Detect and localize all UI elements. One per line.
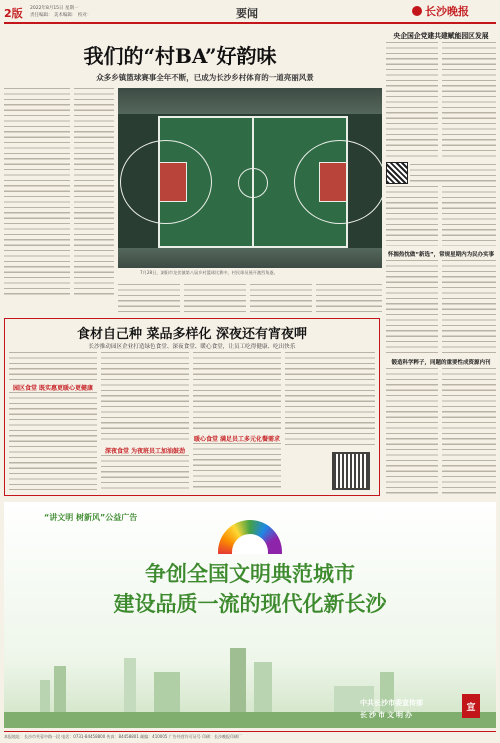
footer-rule <box>4 731 496 732</box>
food-body-col2 <box>101 352 189 444</box>
sidebar-bottom-body-a <box>386 368 438 494</box>
page-number: 2版 <box>4 7 23 20</box>
ad-tag: “讲文明 树新风”公益广告 <box>44 513 138 522</box>
lead-subhead: 众多乡镇篮球赛事全年不断，已成为长沙乡村体育的一道亮丽风景 <box>96 73 314 82</box>
sidebar-mid-body-b <box>442 186 496 246</box>
food-headline: 食材自己种 菜品多样化 深夜还有宵夜呷 <box>76 327 308 342</box>
lead-body-col1 <box>4 88 70 298</box>
food-body-col2b <box>101 455 189 490</box>
sidebar-qr-text <box>410 164 496 182</box>
lead-body-col5 <box>250 284 312 312</box>
skyline-illustration <box>4 652 496 728</box>
sidebar-mid-headline: 怀揣热忱做“新选”，常规星期内为民办实事 <box>387 252 495 258</box>
qr-code <box>386 162 408 184</box>
sidebar-bottom-body-b <box>442 368 496 494</box>
sidebar-mid-body-c <box>386 260 438 354</box>
stands-top <box>118 88 382 114</box>
food-body-col1b <box>9 392 97 490</box>
lead-body-col2 <box>74 88 114 298</box>
masthead-rule <box>4 22 496 24</box>
stands-bottom <box>118 248 382 268</box>
court-surface <box>158 116 348 248</box>
sidebar-mid-body-a <box>386 186 438 246</box>
food-body-col3b <box>193 443 281 490</box>
left-arc <box>120 140 212 224</box>
ad-line2: 建设品质一流的现代化新长沙 <box>113 591 387 616</box>
logo-mark-icon <box>412 6 422 16</box>
ad-banner <box>4 502 496 728</box>
ad-signature-1: 中共长沙市委宣传部 <box>360 699 423 707</box>
paper-logo: 长沙晚报 <box>412 4 496 18</box>
ad-signature-2: 长沙市文明办 <box>360 711 414 719</box>
photo-caption: 7月28日，浏阳市龙伏镇第八届乡村篮球比赛中，村民球员展开激烈角逐。 <box>140 270 278 275</box>
skyline-ground <box>4 712 496 728</box>
sidebar-mid-body-d <box>442 260 496 354</box>
food-body-col4 <box>285 352 375 448</box>
food-body-col3 <box>193 352 281 432</box>
food-qr-code <box>332 452 370 490</box>
lead-headline: 我们的“村BA”好韵味 <box>83 44 277 68</box>
section-title: 要闻 <box>236 7 258 20</box>
ad-stamp: 宣 <box>462 694 480 718</box>
sidebar-top-headline: 央企国企党建共建赋能园区发展 <box>393 32 489 40</box>
editors-line: 责任编辑： 美术编辑： 校对： <box>30 13 92 18</box>
lead-body-col4 <box>184 284 246 312</box>
sidebar-top-body-a <box>386 42 438 158</box>
sidebar-bottom-headline: 锻造科学粹子，同题的重要性成资源内刊 <box>391 360 491 366</box>
food-subhead-3: 暖心食堂 满足员工多元化餐需求 <box>193 436 281 443</box>
date-line: 2022年8月15日 星期一 <box>30 6 79 11</box>
lead-body-col6 <box>316 284 382 312</box>
food-body-col1 <box>9 352 97 380</box>
right-arc <box>294 140 382 224</box>
lead-body-col3 <box>118 284 180 312</box>
food-subhead: 长沙推动园区企业打造绿色食堂、深夜食堂、暖心食堂，让员工吃得健康、吃出快乐 <box>88 344 296 350</box>
court-photo <box>118 88 382 268</box>
center-circle <box>238 168 268 198</box>
sidebar-top-body-b <box>442 42 496 158</box>
food-subhead-1: 园区食堂 既实惠更暖心更健康 <box>12 385 94 392</box>
footer-text: 本报地址：长沙市芙蓉中路一段 电话：0731-84458800 传真：84458801 邮编：410005 广告经营许可证号 印刷：长沙晚报印刷厂 <box>4 734 242 739</box>
ad-line1: 争创全国文明典范城市 <box>145 561 355 586</box>
food-subhead-2: 深夜食堂 为夜班员工加油鼓劲 <box>104 448 186 455</box>
